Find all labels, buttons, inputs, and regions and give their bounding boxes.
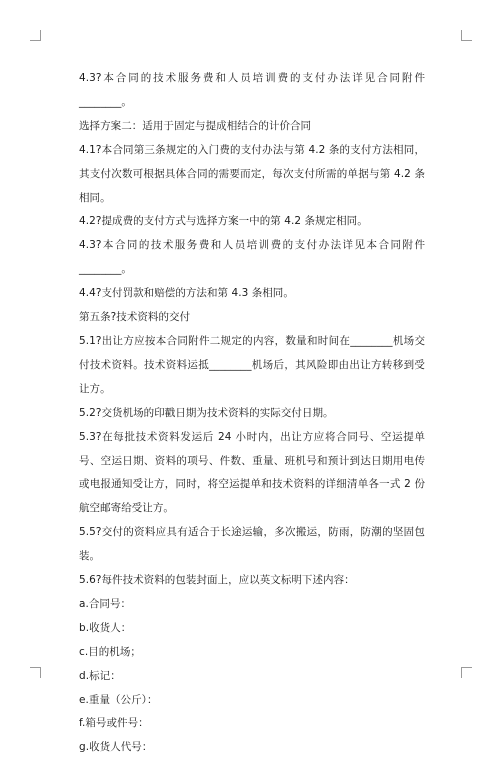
list-item: f.箱号或件号： bbox=[79, 717, 149, 730]
list-item: b.收货人： bbox=[79, 621, 132, 634]
paragraph: 4.4?支付罚款和赔偿的方法和第 4.3 条相同。 bbox=[79, 287, 294, 300]
list-item: d.标记： bbox=[79, 669, 121, 682]
section-heading: 第五条?技术资料的交付 bbox=[79, 311, 191, 324]
paragraph: 5.3?在每批技术资料发运后 24 小时内，出让方应将合同号、空运提单号、空运日期、资料的项号、件数、重量、班机号和预计到达日期用电传或电报通知受让方，同时，将空运提单和技术资料的详细清单各一式 2 份航空邮寄给受让方。 bbox=[79, 430, 425, 515]
paragraph: 5.1?出让方应按本合同附件二规定的内容，数量和时间在________机场交付技术资料。技术资料运抵________机场后，其风险即由出让方转移到受让方。 bbox=[79, 334, 425, 395]
paragraph: 4.3?本合同的技术服务费和人员培训费的支付办法详见合同附件________。 bbox=[79, 72, 425, 108]
list-item: e.重量（公斤）： bbox=[79, 693, 158, 706]
paragraph: 4.1?本合同第三条规定的入门费的支付办法与第 4.2 条的支付方法相同，其支付次数可根据具体合同的需要而定，每次支付所需的单据与第 4.2 条相同。 bbox=[79, 143, 425, 204]
crop-mark-bottom-right bbox=[461, 667, 472, 678]
crop-mark-top-right bbox=[461, 30, 472, 41]
paragraph: 5.2?交货机场的印戳日期为技术资料的实际交付日期。 bbox=[79, 406, 334, 419]
paragraph: 5.6?每件技术资料的包装封面上，应以英文标明下述内容： bbox=[79, 574, 355, 587]
paragraph: 5.5?交付的资料应具有适合于长途运输，多次搬运，防雨，防潮的坚固包装。 bbox=[79, 526, 425, 563]
list-item: a.合同号： bbox=[79, 597, 132, 610]
document-body bbox=[79, 67, 425, 760]
crop-mark-top-left bbox=[30, 30, 41, 41]
list-item: c.目的机场； bbox=[79, 645, 141, 658]
list-item: g.收货人代号： bbox=[79, 741, 153, 754]
paragraph: 4.2?提成费的支付方式与选择方案一中的第 4.2 条规定相同。 bbox=[79, 215, 368, 228]
paragraph: 4.3?本合同的技术服务费和人员培训费的支付办法详见本合同附件________。 bbox=[79, 239, 425, 276]
crop-mark-bottom-left bbox=[30, 667, 41, 678]
paragraph: 选择方案二：适用于固定与提成相结合的计价合同 bbox=[79, 119, 312, 132]
